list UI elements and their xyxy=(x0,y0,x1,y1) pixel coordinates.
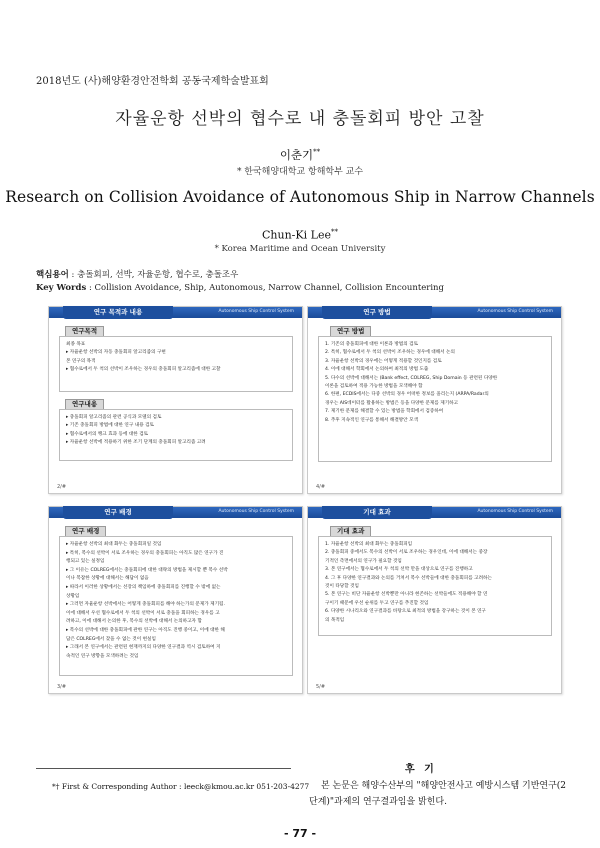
slide-system-label: Autonomous Ship Control System xyxy=(218,309,294,314)
keywords-korean-label: 핵심용어 xyxy=(36,270,69,280)
section-heading: 연구목적 xyxy=(65,326,104,337)
list-item: 2. 충돌회피 중에서도 복수의 선박이 서로 조우하는 경우인데, 이에 대해서는 중장 xyxy=(325,550,488,556)
english-title: Research on Collision Avoidance of Autonomous Ship in Narrow Channels xyxy=(5,188,595,206)
slide-research-method xyxy=(307,306,562,494)
list-item: 본 연구의 목적 xyxy=(66,358,96,364)
list-item: ▸ 특히, 복수의 선박이 서로 조우하는 경우의 충돌회피는 아직도 많은 연구가 진 xyxy=(66,550,224,556)
list-item: 7. 제기한 문제를 해결할 수 있는 방법을 학회에서 검증하여 xyxy=(325,409,444,415)
list-item: 속적인 연구 방향을 모색하려는 것임 xyxy=(66,653,139,659)
slide-system-label: Autonomous Ship Control System xyxy=(477,309,553,314)
list-item: 5. 본 연구는 비단 자율운항 선박뿐만 아니라 현존하는 선박들에도 적용해야 할 연 xyxy=(325,592,488,598)
list-item: 6. 한편, ECDIS에서는 다중 선박의 경우 어떠한 정보를 올리는지 (ARPA/Radar의 xyxy=(325,392,489,398)
list-item: ▸ 협수로에서 두 척의 선박이 조우하는 경우의 충돌회피 알고리즘에 대한 고찰 xyxy=(66,367,221,373)
list-item: 1. 자율운항 선박의 최대 화두는 충돌회피임 xyxy=(325,542,413,547)
section-heading: 기대 효과 xyxy=(330,526,371,537)
english-author-mark: ** xyxy=(330,228,338,236)
list-item: 려하고, 이에 대해서 논의한 후, 복수의 선박에 대해서 논의하고자 함 xyxy=(66,619,202,625)
keywords-english xyxy=(36,283,444,293)
list-item: 3. 본 연구에서는 협수로에서 두 척의 선박 만을 대상으로 연구를 진행하고 xyxy=(325,567,473,573)
list-item: ▸ 기존 충돌회피 방법에 대한 연구 내용 검토 xyxy=(66,423,154,429)
korean-author-name: 이춘기 xyxy=(279,148,314,162)
list-item: 4. 이에 대해서 학회에서 논의하여 최적의 방법 도출 xyxy=(325,367,429,373)
list-item: 기적인 측면에서의 연구가 필요할 것임 xyxy=(325,558,402,564)
list-item: 의 목적임 xyxy=(325,617,345,623)
page-number: - 77 - xyxy=(283,827,317,840)
list-item: 것이 타당할 것임 xyxy=(325,584,359,590)
list-item: 6. 다양한 시나리오와 연구결과를 바탕으로 최적의 방법을 강구하는 것이 본 연구 xyxy=(325,609,486,615)
list-item: 4. 그 후 다양한 연구결과와 논의를 거쳐서 복수 선박들에 대한 충돌회피를 고려하는 xyxy=(325,575,492,581)
keywords-korean-text: : 충돌회피, 선박, 자율운항, 협수로, 충돌조우 xyxy=(68,270,239,280)
list-item: ▸ 복수의 선박에 대한 충돌회피에 관한 연구는 아직도 진행 중이고, 이에 대한 해 xyxy=(66,627,225,633)
section-heading: 연구 방법 xyxy=(330,326,371,337)
list-item: 8. 추후 지속적인 연구를 통해서 해결방안 모색 xyxy=(325,417,419,423)
list-item: ▸ 그러면 자율운항 선박에서는 어떻게 충돌회피를 해야 하는가의 문제가 제기됨. xyxy=(66,602,225,608)
slide-page-number: 5/# xyxy=(316,684,326,690)
list-item: ▸ 따라서 이러한 상황에서는 선장의 책임하에 충돌회피를 진행할 수 밖에 없는 xyxy=(66,584,221,590)
slide-page-number: 3/# xyxy=(57,684,67,690)
section-box xyxy=(59,536,293,676)
list-item: ▸ 충돌회피 알고리즘의 관련 공식과 모델의 검토 xyxy=(66,415,162,420)
section-box xyxy=(59,409,293,461)
list-item: 3. 자율운항 선박의 경우에는 어떻게 적용할 것인지를 검토 xyxy=(325,358,442,364)
list-item: 상황임 xyxy=(66,593,80,599)
list-item: 행되고 있는 실정임 xyxy=(66,559,105,565)
slide-system-label: Autonomous Ship Control System xyxy=(218,509,294,514)
list-item: 경우는 AIS데이터를 활용하는 방법은 등을 다양한 문제를 제기하고 xyxy=(325,400,459,406)
slide-tab: 연구 방법 xyxy=(322,306,432,319)
list-item: ▸ 그래서 본 연구에서는 관련된 현재까지의 다양한 연구결과 역시 검토하여 지 xyxy=(66,645,221,651)
english-author-name: Chun-Ki Lee xyxy=(262,228,331,242)
section-box xyxy=(318,336,552,462)
korean-author-mark: ** xyxy=(313,148,321,157)
list-item: ▸ 자율운항 선박의 자동 충돌회피 알고리즘의 구현 xyxy=(66,350,166,356)
list-item: 5. 다수의 선박에 대해서는 (Bank effect, COLREG, Ship Domain 등 관련된 다양한 xyxy=(325,375,498,381)
slide-page-number: 2/# xyxy=(57,484,67,490)
list-item: 2. 특히, 협수로에서 두 척의 선박이 조우하는 경우에 대해서 논의 xyxy=(325,350,455,356)
list-item: 답은 COLREG에서 찾을 수 없는 것이 현실임 xyxy=(66,636,156,642)
keywords-english-label: Key Words xyxy=(36,283,87,293)
section-heading: 연구 배경 xyxy=(65,526,106,537)
keywords-english-text: : Collision Avoidance, Ship, Autonomous, Narrow Channel, Collision Encountering xyxy=(86,283,444,293)
slide-page-number: 4/# xyxy=(316,484,326,490)
list-item: ▸ 그 이유는 COLREG에서는 충돌회피에 대한 대략의 방법을 제시할 뿐 복수 선박 xyxy=(66,567,228,573)
footnote-divider xyxy=(36,768,291,769)
section-box xyxy=(318,536,552,636)
list-item: 구이기 때문에 우선 순위를 두고 연구를 추진할 것임 xyxy=(325,600,429,606)
list-item: 이나 복잡한 상황에 대해서는 해답이 없음 xyxy=(66,576,149,582)
acknowledgement-text: 본 논문은 해양수산부의 "해양안전사고 예방시스템 기반연구(2단계)"과제의 연구결과임을 밝힌다. xyxy=(309,781,567,807)
footnote: *† First & Corresponding Author : leeck@kmou.ac.kr 051-203-4277 xyxy=(52,782,310,791)
slide-tab: 연구 목적과 내용 xyxy=(63,306,173,319)
list-item: ▸ 협수로에서의 뱅크 효과 등에 대한 검토 xyxy=(66,431,149,437)
section-heading: 연구내용 xyxy=(65,399,104,410)
slide-expected-effects xyxy=(307,506,562,694)
acknowledgement-title: 후 기 xyxy=(405,764,437,775)
list-item: 1. 기존의 충돌회피에 대한 이론과 방법의 검토 xyxy=(325,342,419,347)
list-item: 최종 목표 xyxy=(66,342,86,347)
slide-tab: 기대 효과 xyxy=(322,506,432,519)
korean-author xyxy=(0,147,600,163)
slide-research-purpose xyxy=(48,306,303,494)
slide-research-background xyxy=(48,506,303,694)
conference-header: 2018년도 (사)해양환경안전학회 공동국제학술발표회 xyxy=(36,76,269,87)
section-box xyxy=(59,336,293,392)
english-author xyxy=(0,228,600,242)
korean-affiliation: * 한국해양대학교 항해학부 교수 xyxy=(236,167,364,177)
list-item: 이에 대해서 우선 협수로에서 두 척의 선박이 서로 충돌을 회피하는 경우를 고 xyxy=(66,610,220,616)
korean-title: 자율운항 선박의 협수로 내 충돌회피 방안 고찰 xyxy=(115,109,485,129)
slide-tab: 연구 배경 xyxy=(63,506,173,519)
keywords-korean xyxy=(36,268,238,280)
list-item: 이론을 검토하여 적용 가능한 방법을 모색해야 함 xyxy=(325,384,423,390)
list-item: ▸ 자율운항 선박에 적용하기 위한 조기 단계의 충돌회피 알고리즘 고려 xyxy=(66,440,206,446)
english-affiliation: * Korea Maritime and Ocean University xyxy=(214,244,386,254)
list-item: ▸ 자율운항 선박의 최대 화두는 충돌회피일 것임 xyxy=(66,542,162,547)
slide-system-label: Autonomous Ship Control System xyxy=(477,509,553,514)
